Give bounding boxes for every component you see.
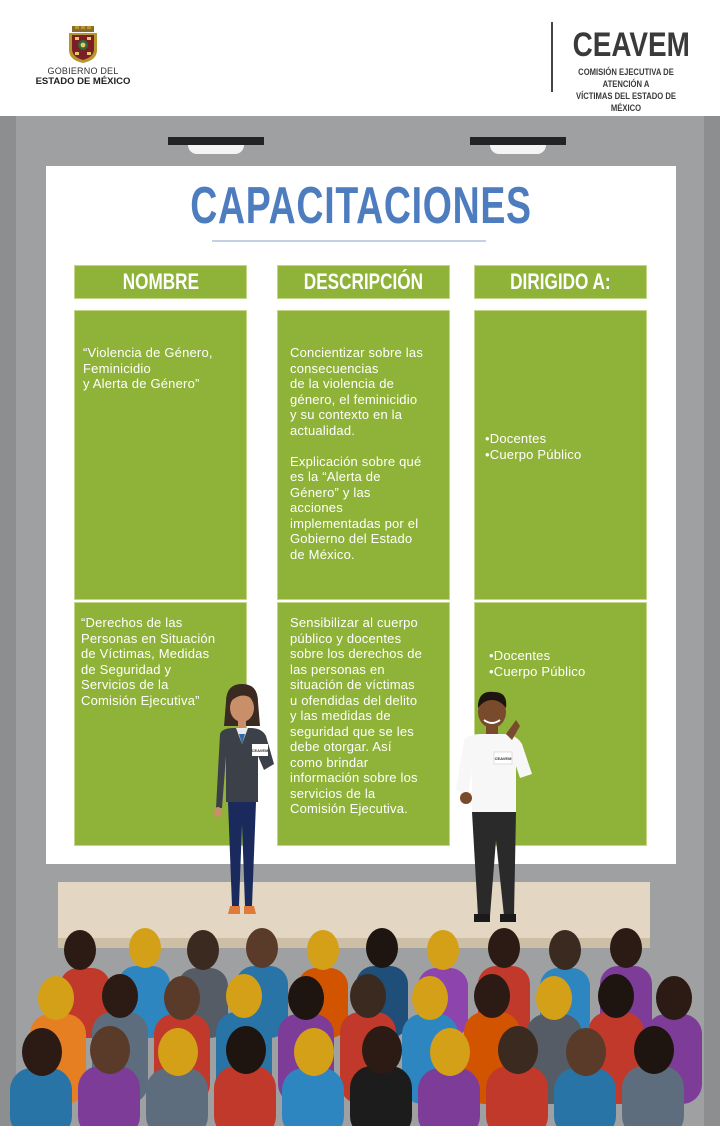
column-header-descripcion-label: DESCRIPCIÓN — [303, 269, 424, 294]
table-cell-descripcion-1 — [277, 310, 450, 600]
header — [0, 0, 720, 116]
ceavem-logo-subtitle — [567, 66, 686, 114]
ceavem-sub-line1: COMISIÓN EJECUTIVA DE ATENCIÓN A — [578, 67, 674, 89]
column-header-dirigido — [474, 265, 647, 299]
coat-of-arms-icon — [66, 26, 100, 64]
column-header-nombre — [74, 265, 247, 299]
table-cell-nombre-1 — [74, 310, 247, 600]
cell-text: Concientizar sobre las consecuencias de la violencia de género, el feminicidio y su contexto en la actualidad. Explicación sobre qué es la “Alerta de Género” y las acciones implementadas por el Gobierno del Estado de México. — [290, 345, 424, 562]
lamp-shade-right — [490, 145, 546, 154]
gobierno-line1: GOBIERNO DEL — [47, 66, 119, 76]
ceavem-logo-title: CEAVEM — [572, 26, 690, 64]
table-cell-descripcion-2 — [277, 602, 450, 846]
cell-text: Sensibilizar al cuerpo público y docentes sobre los derechos de las personas en situación de víctimas u ofendidas del delito y las medidas de seguridad que se les debe otorgar. Así como brindar información sobre los servicios de la Comisión Ejecutiva. — [290, 615, 423, 816]
audience-illustration — [0, 918, 720, 1126]
gobierno-logo — [28, 26, 138, 87]
cell-text: •Docentes •Cuerpo Público — [485, 431, 582, 462]
title-underline — [212, 240, 486, 242]
cell-text: “Derechos de las Personas en Situación de Víctimas, Medidas de Seguridad y Servicios de la Comisión Ejecutiva” — [81, 615, 216, 708]
column-header-dirigido-label: DIRIGIDO A: — [510, 269, 611, 294]
ceavem-sub-line2: VÍCTIMAS DEL ESTADO DE MÉXICO — [575, 91, 677, 113]
lamp-shade-left — [188, 145, 244, 154]
logo-divider — [551, 22, 553, 92]
man-badge-text: CEAVEM — [494, 756, 512, 761]
column-header-nombre-label: NOMBRE — [122, 269, 199, 294]
cell-text: “Violencia de Género, Feminicidio y Alerta de Género” — [83, 345, 213, 391]
woman-presenter-illustration — [212, 684, 284, 920]
man-presenter-illustration — [446, 690, 534, 924]
ceiling-lamp-left — [168, 137, 264, 145]
gobierno-line2: ESTADO DE MÉXICO — [35, 76, 131, 87]
column-header-descripcion — [277, 265, 450, 299]
page-title: CAPACITACIONES — [190, 177, 532, 235]
ceiling-lamp-right — [470, 137, 566, 145]
cell-text: •Docentes •Cuerpo Público — [489, 648, 586, 679]
table-cell-dirigido-1 — [474, 310, 647, 600]
woman-badge-text: CEAVEM — [251, 748, 269, 753]
